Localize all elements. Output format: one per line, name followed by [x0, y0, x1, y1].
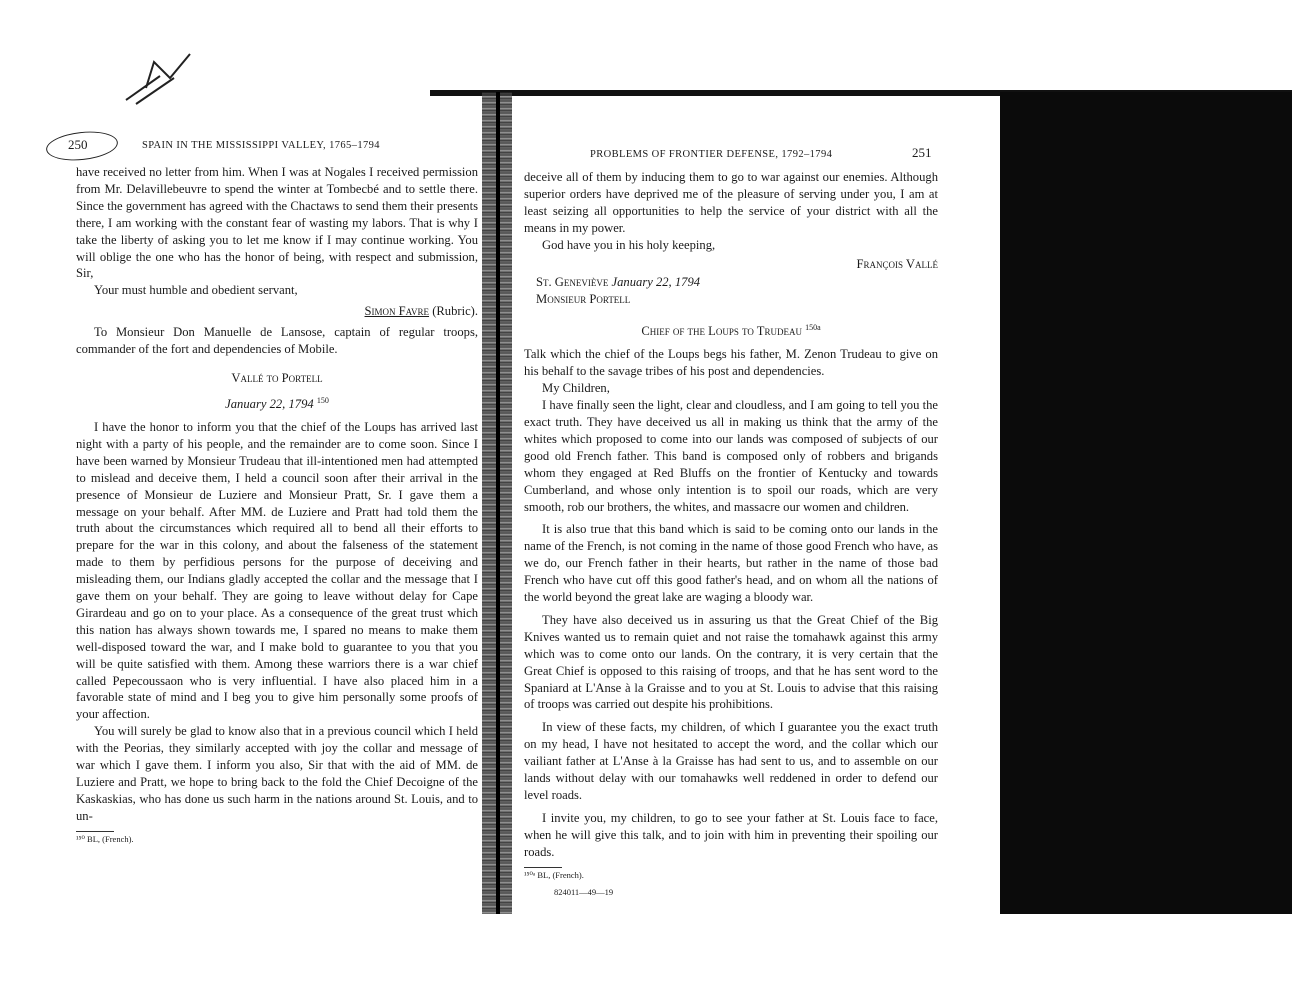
date-text: January 22, 1794	[225, 397, 314, 412]
right-page-number: 251	[912, 145, 932, 160]
gutter-shadow	[496, 92, 500, 914]
handwritten-annotation-iv	[120, 48, 200, 108]
left-signature	[76, 303, 478, 320]
place-date: January 22, 1794	[611, 275, 701, 290]
scan-black-margin	[1000, 92, 1292, 914]
signature-name: Simon Favre	[364, 304, 430, 319]
place-name: St. Geneviève	[536, 275, 609, 290]
footnote-ref-150a: 150a	[805, 323, 821, 333]
section-heading-chief	[524, 320, 938, 340]
right-paragraph-5: They have also deceived us in assuring us that the Great Chief of the Big Knives wanted us to remain quiet and not raise the tomahawk against this army which was to come onto our lands. On the contrary, it is very certain that the Great Chief is opposed to this raising of troops, and that he has sent word to the Spaniard at L'Anse à la Graisse and to you at St. Louis to advise that this raising of troops was carried out despite his prohibitions.	[524, 612, 938, 712]
left-running-head: SPAIN IN THE MISSISSIPPI VALLEY, 1765–1794	[142, 140, 380, 151]
right-running-head: PROBLEMS OF FRONTIER DEFENSE, 1792–1794	[590, 149, 833, 160]
footnote-rule-right	[524, 867, 562, 868]
right-paragraph-6: In view of these facts, my children, of which I guarantee you the exact truth on my head, I have not hesitated to accept the word, and the collar which our vailiant father at L'Anse à la Graisse has had sent to us, and to assemble on our lands without delay with our tomahawks well reddened in order to defend our level roads.	[524, 720, 938, 802]
right-paragraph-7: I invite you, my children, to go to see your father at St. Louis face to face, when he will give this talk, and to join with him in preventing their spoiling our roads.	[524, 810, 938, 859]
right-footnote: ¹⁵⁰ᵃ BL, (French).	[524, 869, 584, 880]
left-paragraph-1: have received no letter from him. When I was at Nogales I received permission from Mr. Delavillebeuvre to spend the winter at Tombecbé and to settle there. Since the government has agreed with the Chactaws to send them their presents there, I am working with the constant fear of wasting my labors. That is why I take the liberty of asking you to let me know if I may continue working. You will oblige the one who has the honor of being, with respect and submission, Sir,	[76, 165, 478, 281]
left-page-body	[76, 164, 478, 845]
place-date-line	[524, 274, 938, 291]
right-signature: François Vallé	[856, 256, 938, 271]
signature-rubric: (Rubric).	[432, 304, 478, 319]
left-page-number: 250	[68, 137, 88, 152]
left-footnote: ¹⁵⁰ BL, (French).	[76, 833, 134, 844]
right-salutation: My Children,	[542, 381, 610, 396]
print-code: 824011—49—19	[554, 886, 614, 897]
section-heading-valle: Vallé to Portell	[231, 370, 323, 385]
right-page-body	[524, 169, 938, 898]
left-paragraph-3: You will surely be glad to know also that in a previous council which I held with the Peorias, they similarly accepted with joy the collar and message of war which I gave them. I inform you also, Sir that with the aid of MM. de Luziere and Pratt, we hope to bring back to the fold the Chief Decoigne of the Kaskaskias, who has done us such harm in the nations around St. Louis, and to un-	[76, 724, 478, 823]
footnote-ref-150: 150	[316, 395, 329, 405]
right-paragraph-1: deceive all of them by inducing them to go to war against our enemies. Although superior orders have deprived me of the pleasure of serving under you, I am at least seizing all opportunities to help the service of your district with all the means in my power.	[524, 170, 938, 235]
footnote-rule	[76, 831, 114, 832]
date-line	[76, 393, 478, 413]
right-blessing: God have you in his holy keeping,	[542, 237, 716, 252]
left-closing: Your must humble and obedient servant,	[94, 283, 298, 298]
left-paragraph-2: I have the honor to inform you that the chief of the Loups has arrived last night with a party of his people, and the remainder are to come soon. Since I have been warned by Monsieur Trudeau that ill-intentioned men had attempted to mislead and deceive them, I held a council soon after their arrival in the presence of Monsieur de Luziere and Monsieur Pratt, Sr. I gave them a message on your behalf. After MM. de Luziere and Pratt had told them the truth about the circumstances which required all to bend all their efforts to prepare for the war in this colony, and about the falseness of the statement made to them by perfidious persons for the purpose of deceiving and misleading them, our Indians gladly accepted the collar and the message that I gave them on your behalf. They are going to leave without delay for Cape Girardeau and go on to your place. As a consequence of the great trust which this nation has always shown towards me, I spared no means to make them well-disposed toward the war, and I make bold to guarantee to you that you will be quite satisfied with them. Among these warriors there is a war chief called Pepecoussaon who is very influential. I have also placed him in a favorable state of mind and I beg you to give him personally some proofs of your affection.	[76, 419, 478, 722]
recipient-line: Monsieur Portell	[536, 292, 631, 307]
right-paragraph-4: It is also true that this band which is said to be coming onto our lands in the name of the French, is not coming in the name of those good French who have, as we do, our French father in their hearts, but rather in the name of those bad French who have cut off this good father's head, and on whom all the nations of the world beyond the great lake are waging a bloody war.	[524, 522, 938, 605]
chief-heading-text: Chief of the Loups to Trudeau	[641, 324, 802, 339]
right-paragraph-2: Talk which the chief of the Loups begs his father, M. Zenon Trudeau to give on his behalf to the savage tribes of his post and dependencies.	[524, 347, 938, 379]
left-address: To Monsieur Don Manuelle de Lansose, captain of regular troops, commander of the fort and dependencies of Mobile.	[76, 325, 478, 357]
right-paragraph-3: I have finally seen the light, clear and cloudless, and I am going to tell you the exact truth. They have deceived us all in making us think that the army of the whites which proposed to come into our lands was composed of subjects of our good old French father. This band is composed only of robbers and brigands whom they engaged at Red Bluffs on the frontier of Kentucky and towards Cumberland, and whose only intention is to spoil our roads, which are very smooth, rob our brothers, the whites, and massacre our women and children.	[524, 398, 938, 514]
